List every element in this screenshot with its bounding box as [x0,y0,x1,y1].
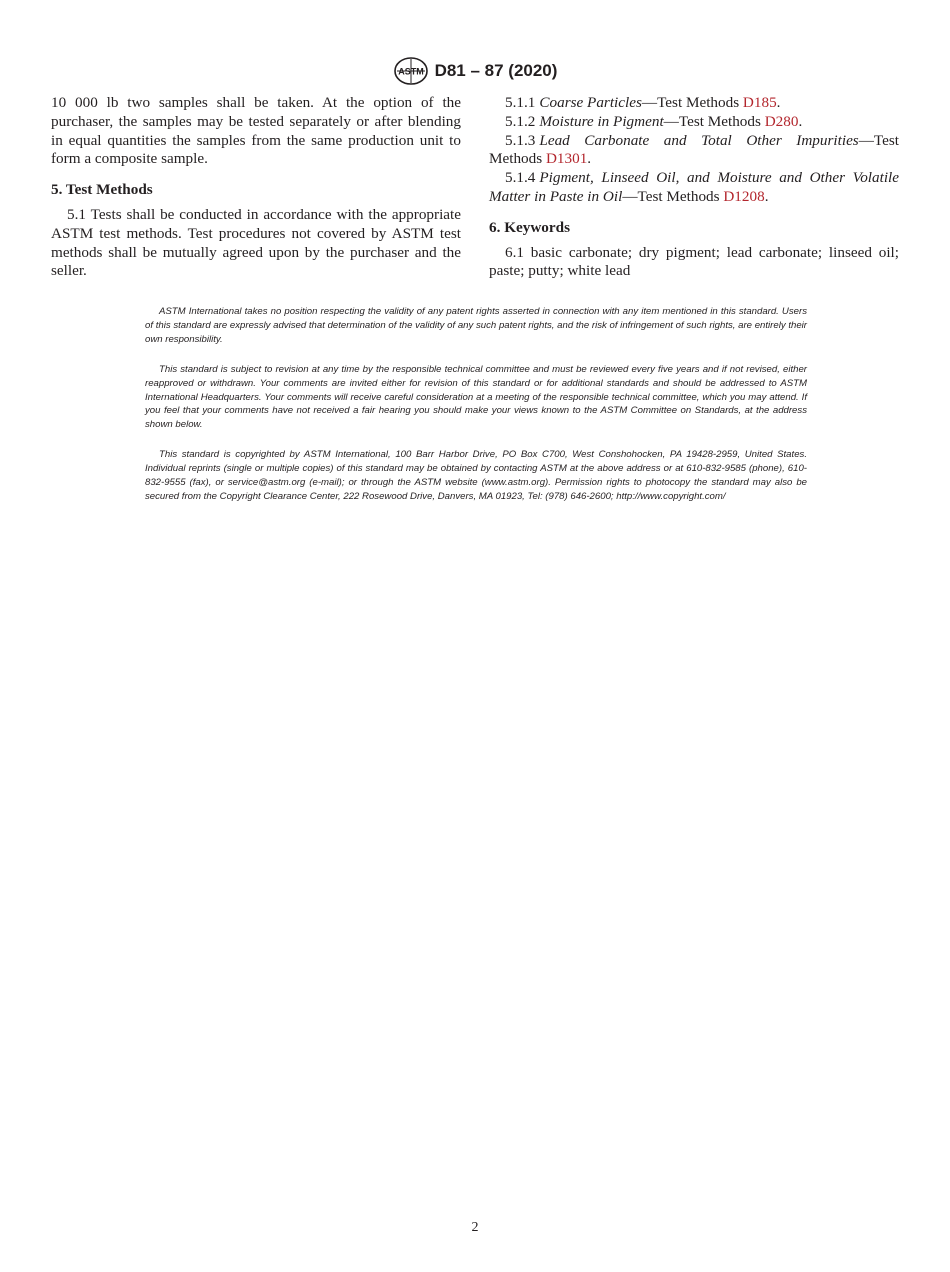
paragraph-5-1: 5.1 Tests shall be conducted in accordance with the appropriate ASTM test methods. Test procedures not covered by ASTM test methods shall be mutually agreed upon by the purchaser and the seller. [51,205,461,280]
item-number: 5.1.1 [505,94,536,111]
item-5-1-4 [489,169,899,207]
page-header [0,56,950,86]
item-end: . [764,187,769,205]
right-column [489,94,899,281]
item-text: —Test Methods [641,94,743,111]
item-end: . [776,94,781,111]
copyright-notice: This standard is copyrighted by ASTM International, 100 Barr Harbor Drive, PO Box C700, West Conshohocken, PA 19428-2959, United States. Individual reprints (single or multiple copies) of this standard may be obtained by contacting ASTM at the above address or at 610-832-9585 (phone), 610-832-9555 (fax), or service@astm.org (e-mail); or through the ASTM website (www.astm.org). Permission rights to photocopy the standard may also be secured from the Copyright Clearance Center, 222 Rosewood Drive, Danvers, MA 01923, Tel: (978) 646-2600; http://www.copyright.com/ [145,449,807,502]
reference-link-d280[interactable]: D280 [764,112,799,130]
item-text: —Test Methods [489,131,899,168]
legal-notices [145,305,807,520]
item-text: —Test Methods [622,187,724,205]
left-column [51,94,461,281]
item-number: 5.1.3 [505,131,536,149]
item-5-1-3 [489,132,899,170]
item-title: Lead Carbonate and Total Other Impurities [539,131,859,149]
reference-link-d185[interactable]: D185 [742,94,777,111]
item-end: . [798,112,803,130]
reference-link-d1301[interactable]: D1301 [545,150,588,168]
section-5-heading: 5. Test Methods [51,181,153,199]
reference-link-d1208[interactable]: D1208 [723,187,765,205]
item-text: —Test Methods [663,112,765,130]
item-5-1-1 [489,94,899,113]
patent-notice: ASTM International takes no position respecting the validity of any patent rights asserted in connection with any item mentioned in this standard. Users of this standard are expressly advised that determination of the validity of any such patent rights, and the risk of infringement of such rights, are entirely their own responsibility. [145,306,807,345]
item-number: 5.1.4 [505,169,536,187]
astm-logo-icon [393,56,429,86]
item-title: Moisture in Pigment [539,112,664,130]
section-6-heading: 6. Keywords [489,218,570,236]
item-title: Coarse Particles [539,94,642,111]
item-5-1-2 [489,113,899,132]
standard-designation: D81 – 87 (2020) [434,61,558,80]
item-end: . [587,150,592,168]
logo-text: ASTM [397,66,424,77]
item-number: 5.1.2 [505,112,536,130]
item-title: Pigment, Linseed Oil, and Moisture and Other Volatile Matter in Paste in Oil [489,169,899,205]
continuation-paragraph: 10 000 lb two samples shall be taken. At the option of the purchaser, the samples may be tested separately or after blending in equal quantities the samples from the same production unit to form a composite sample. [51,94,461,168]
paragraph-6-1: 6.1 basic carbonate; dry pigment; lead carbonate; linseed oil; paste; putty; white lead [489,243,899,280]
page-number: 2 [471,1220,479,1235]
revision-notice: This standard is subject to revision at any time by the responsible technical committee and must be reviewed every five years and if not revised, either reapproved or withdrawn. Your comments are invited either for revision of this standard or for additional standards and should be addressed to ASTM International Headquarters. Your comments will receive careful consideration at a meeting of the responsible technical committee, which you may attend. If you feel that your comments have not received a fair hearing you should make your views known to the ASTM Committee on Standards, at the address shown below. [145,363,807,431]
